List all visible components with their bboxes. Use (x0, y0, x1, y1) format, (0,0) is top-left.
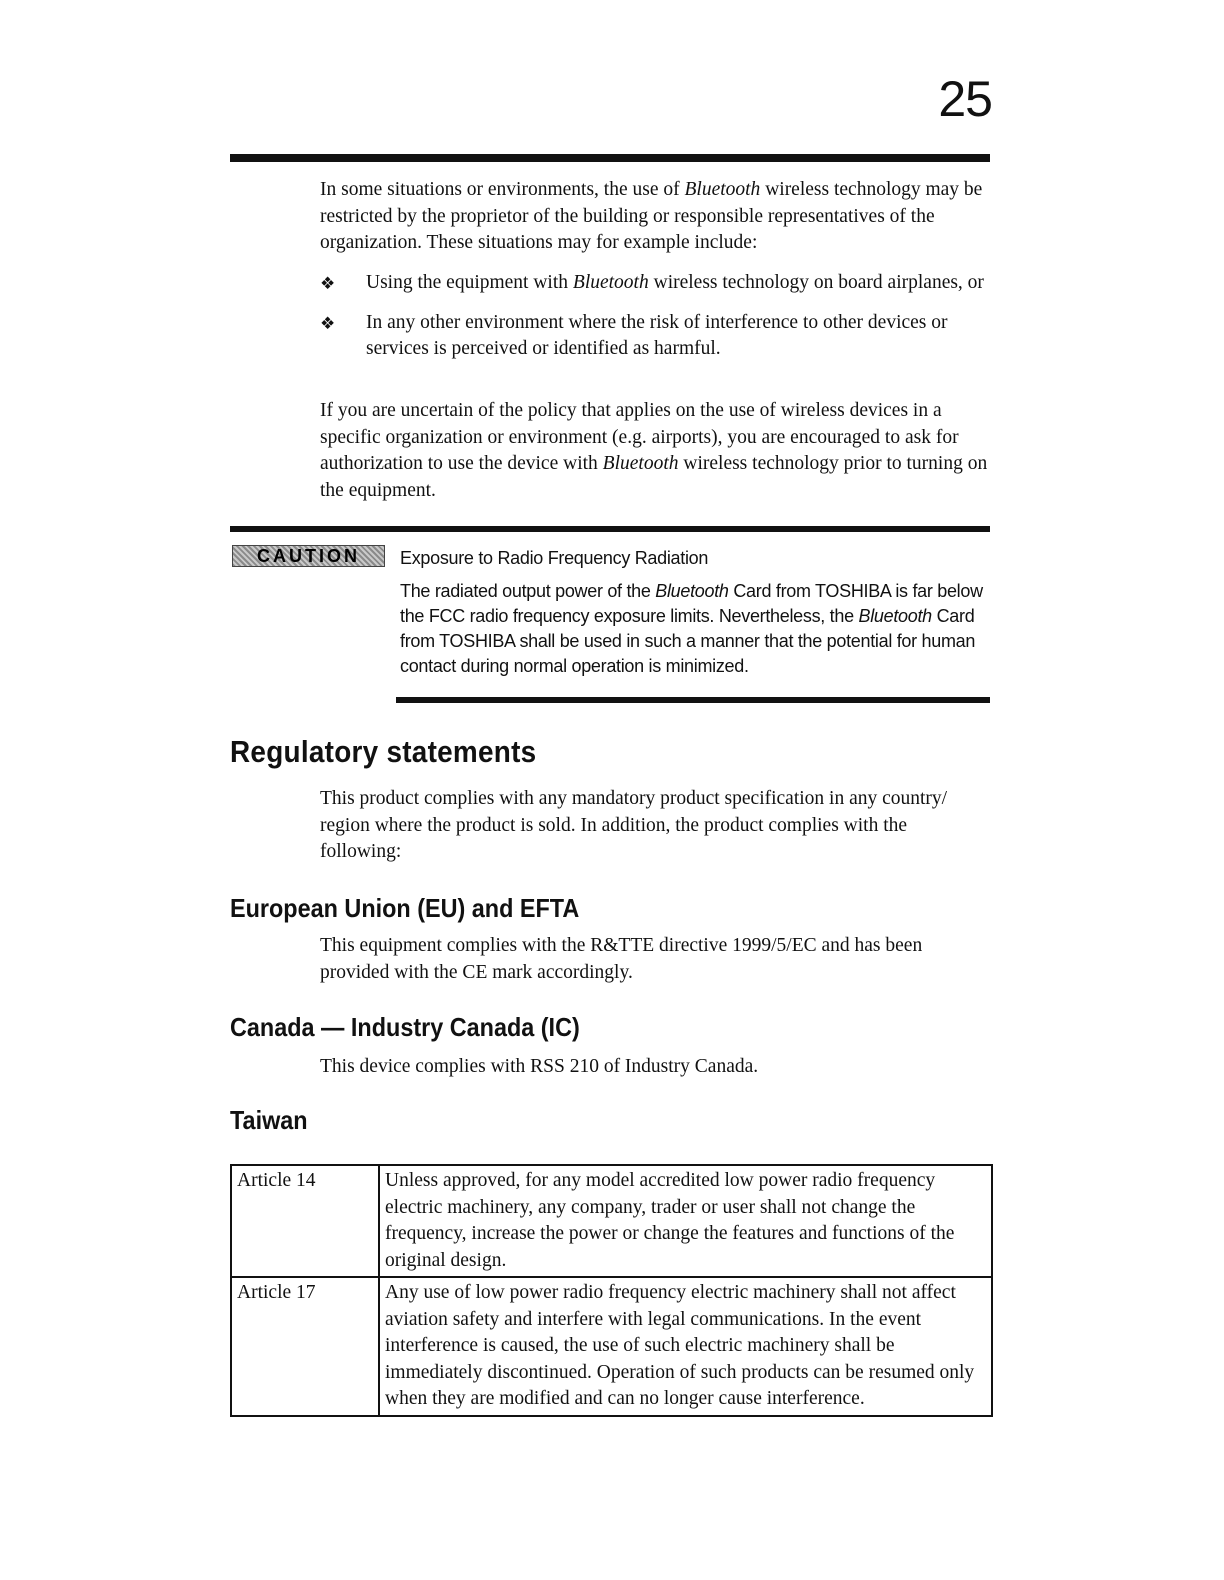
canada-heading: Canada — Industry Canada (IC) (230, 1012, 580, 1042)
italic-term: Bluetooth (655, 581, 729, 601)
article-cell: Article 17 (231, 1277, 379, 1416)
italic-term: Bluetooth (572, 272, 649, 293)
eu-paragraph: This equipment complies with the R&TTE directive 1999/5/EC and has been provided with the CE mark accordingly. (320, 935, 923, 983)
table-row (231, 1277, 992, 1416)
italic-term: Bluetooth (602, 453, 679, 474)
caution-title: Exposure to Radio Frequency Radiation (400, 548, 709, 568)
taiwan-heading: Taiwan (230, 1105, 308, 1135)
caution-body: The radiated output power of the Bluetooth Card from TOSHIBA is far below the FCC radio frequency exposure limits. Nevertheless, the Bluetooth Card from TOSHIBA shall be used in such a manner that the potential for human contact during normal operation is minimized. (400, 581, 983, 676)
bluetooth-closing-paragraph: If you are uncertain of the policy that applies on the use of wireless devices in a specific organization or environment (e.g. airports), you are encouraged to ask for authorization to use the device with Bluetooth wireless technology prior to turning on the equipment. (320, 400, 988, 501)
list-item (320, 310, 992, 363)
caution-box (400, 546, 995, 679)
header-rule (230, 154, 990, 162)
page-number: 25 (938, 71, 992, 127)
regulatory-heading: Regulatory statements (230, 734, 537, 769)
bluetooth-intro-paragraph: In some situations or environments, the use of Bluetooth wireless technology may be restricted by the proprietor of the building or responsible representatives of the organization. These situations may for example include: (320, 179, 983, 253)
caution-top-rule (230, 526, 990, 532)
diamond-bullet-icon: ❖ (320, 313, 336, 333)
table-row (231, 1165, 992, 1277)
eu-heading: European Union (EU) and EFTA (230, 893, 580, 923)
diamond-bullet-icon: ❖ (320, 274, 336, 293)
canada-paragraph: This device complies with RSS 210 of Industry Canada. (320, 1056, 759, 1077)
caution-bottom-rule (396, 697, 990, 703)
article-text-cell: Any use of low power radio frequency electric machinery shall not affect aviation safety and interfere with legal communications. In the event interference is caused, the use of such electric machinery shall be immediately discontinued. Operation of such products can be resumed only when they are modified and can no longer cause interference. (379, 1277, 992, 1416)
article-cell: Article 14 (231, 1165, 379, 1277)
list-item (320, 270, 992, 298)
italic-term: Bluetooth (684, 179, 761, 200)
list-item-text: Using the equipment with Bluetooth wireless technology on board airplanes, or (366, 272, 984, 293)
italic-term: Bluetooth (858, 606, 932, 626)
bluetooth-restriction-list (320, 270, 992, 375)
article-text-cell: Unless approved, for any model accredited low power radio frequency electric machinery, any company, trader or user shall not change the frequency, increase the power or change the features and functions of the original design. (379, 1165, 992, 1277)
list-item-text: In any other environment where the risk of interference to other devices or services is perceived or identified as harmful. (366, 311, 948, 359)
caution-badge: CAUTION (232, 545, 385, 567)
regulatory-intro-paragraph: This product complies with any mandatory product specification in any country/ region where the product is sold. In addition, the product complies with the following: (320, 788, 948, 862)
taiwan-articles-table (230, 1164, 993, 1417)
